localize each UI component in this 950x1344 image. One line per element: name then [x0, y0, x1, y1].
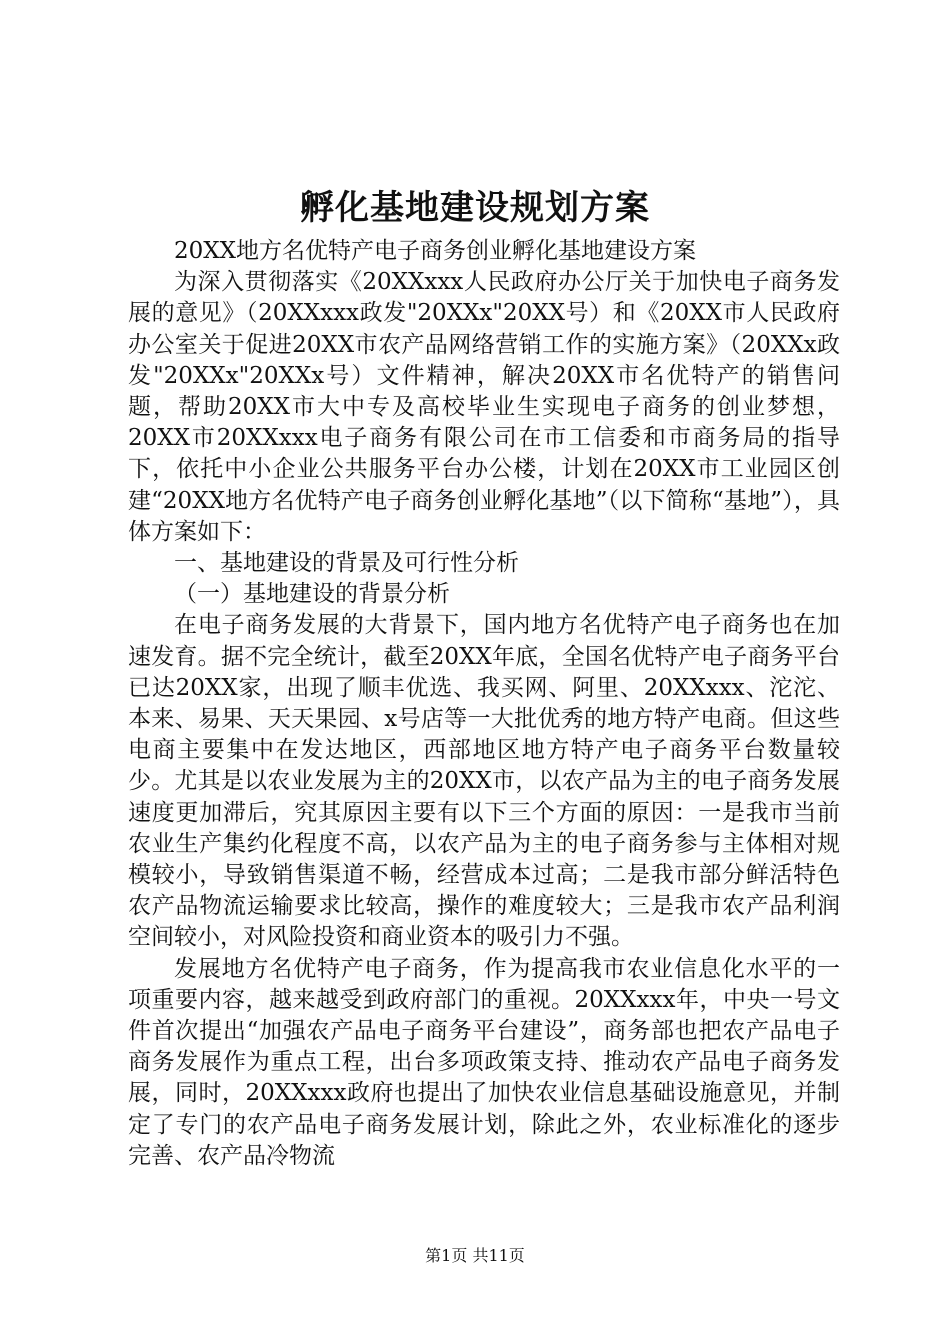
background-paragraph: 在电子商务发展的大背景下，国内地方名优特产电子商务也在加速发育。据不完全统计，截至20XX年底，全国名优特产电子商务平台已达20XX家，出现了顺丰优选、我买网、阿里、20XXxxx、沱沱、本来、易果、天天果园、x号店等一大批优秀的地方特产电商。但这些电商主要集中在发达地区，西部地区地方特产电子商务平台数量较少。尤其是以农业发展为主的20XX市，以农产品为主的电子商务发展速度更加滞后，究其原因主要有以下三个方面的原因：一是我市当前农业生产集约化程度不高，以农产品为主的电子商务参与主体相对规模较小，导致销售渠道不畅，经营成本过高；二是我市部分鲜活特色农产品物流运输要求比较高，操作的难度较大；三是我市农产品利润空间较小，对风险投资和商业资本的吸引力不强。 [128, 612, 840, 951]
page-footer: 第1页 共11页 [425, 1246, 525, 1265]
development-paragraph: 发展地方名优特产电子商务，作为提高我市农业信息化水平的一项重要内容，越来越受到政府部门的重视。20XXxxx年，中央一号文件首次提出“加强农产品电子商务平台建设”，商务部也把农产品电子商务发展作为重点工程，出台多项政策支持、推动农产品电子商务发展，同时，20XXxxx政府也提出了加快农业信息基础设施意见，并制定了专门的农产品电子商务发展计划，除此之外，农业标准化的逐步完善、农产品冷物流 [128, 955, 840, 1169]
document-title: 孵化基地建设规划方案 [300, 188, 650, 228]
subsection-heading: （一）基地建设的背景分析 [174, 581, 450, 608]
subtitle-paragraph: 20XX地方名优特产电子商务创业孵化基地建设方案 [174, 238, 697, 264]
section-heading: 一、基地建设的背景及可行性分析 [174, 550, 519, 577]
intro-paragraph: 为深入贯彻落实《20XXxxx人民政府办公厅关于加快电子商务发展的意见》（20XXxxx政发"20XXx"20XX号）和《20XX市人民政府办公室关于促进20XX市农产品网络营销工作的实施方案》（20XXx政发"20XXx"20XXx号）文件精神，解决20XX市名优特产的销售问题，帮助20XX市大中专及高校毕业生实现电子商务的创业梦想，20XX市20XXxxx电子商务有限公司在市工信委和市商务局的指导下，依托中小企业公共服务平台办公楼，计划在20XX市工业园区创建“20XX地方名优特产电子商务创业孵化基地”（以下简称“基地”），具体方案如下： [128, 269, 840, 545]
document-body [128, 236, 840, 1172]
